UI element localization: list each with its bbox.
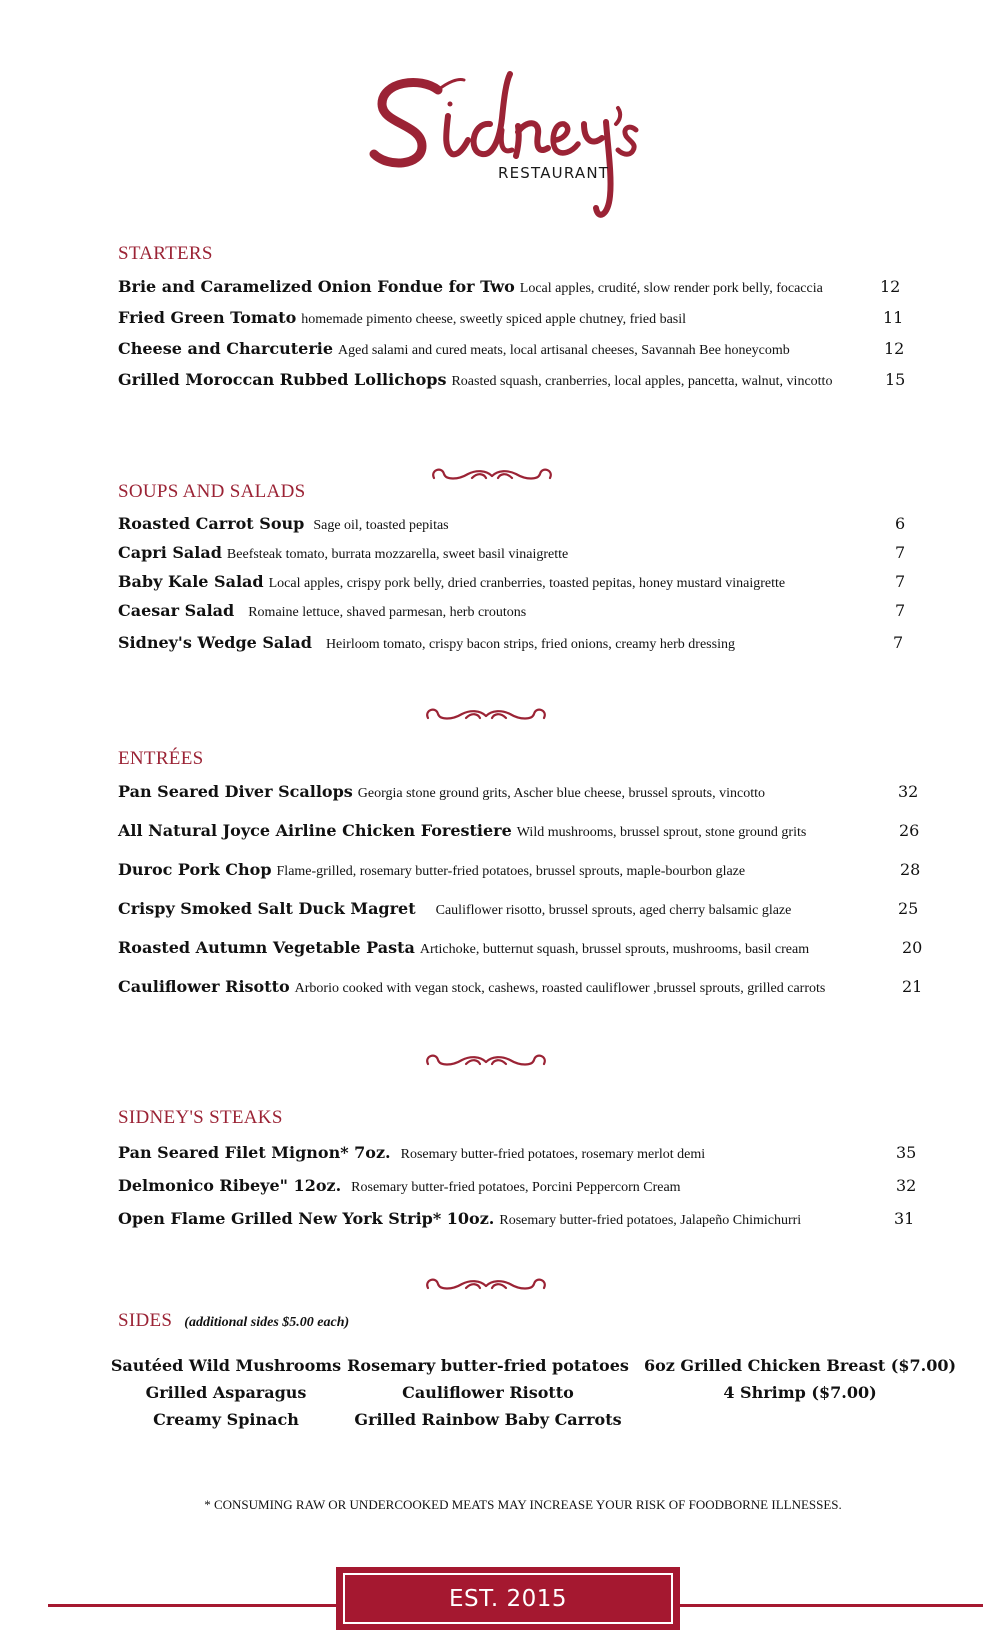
side-item: Rosemary butter-fried potatoes xyxy=(347,1356,629,1375)
menu-item xyxy=(118,307,686,331)
item-price: 28 xyxy=(900,860,921,879)
raw-meat-disclaimer: * CONSUMING RAW OR UNDERCOOKED MEATS MAY INCREASE YOUR RISK OF FOODBORNE ILLNESSES. xyxy=(204,1497,842,1512)
sides-title: SIDES xyxy=(118,1310,173,1331)
item-name: Fried Green Tomato xyxy=(118,308,297,327)
item-price: 15 xyxy=(885,370,906,389)
section-title-steaks: SIDNEY'S STEAKS xyxy=(118,1107,283,1128)
item-description: Wild mushrooms, brussel sprout, stone ground grits xyxy=(516,825,807,840)
menu-item xyxy=(118,859,745,883)
ornament-divider xyxy=(428,460,556,488)
sides-column-1 xyxy=(110,1352,342,1433)
item-name: All Natural Joyce Airline Chicken Forestiere xyxy=(118,821,512,840)
item-description: Roasted squash, cranberries, local apples, pancetta, walnut, vincotto xyxy=(451,374,833,389)
item-name: Crispy Smoked Salt Duck Magret xyxy=(118,899,416,918)
item-name: Cheese and Charcuterie xyxy=(118,339,334,358)
item-price: 26 xyxy=(899,821,920,840)
item-price: 32 xyxy=(898,782,919,801)
footer-rule-left xyxy=(48,1604,338,1607)
item-description: Beefsteak tomato, burrata mozzarella, sweet basil vinaigrette xyxy=(226,547,569,562)
item-description: Rosemary butter-fried potatoes, Porcini Peppercorn Cream xyxy=(351,1180,681,1195)
item-description: homemade pimento cheese, sweetly spiced apple chutney, fried basil xyxy=(301,312,687,327)
sidneys-logo xyxy=(360,68,660,238)
item-description: Heirloom tomato, crispy bacon strips, fried onions, creamy herb dressing xyxy=(325,637,735,652)
side-item: 6oz Grilled Chicken Breast ($7.00) xyxy=(643,1356,957,1375)
item-description: Sage oil, toasted pepitas xyxy=(313,518,449,533)
menu-item xyxy=(118,937,809,961)
menu-item xyxy=(118,1175,681,1199)
ornament-divider xyxy=(422,700,550,728)
side-item: Cauliflower Risotto xyxy=(402,1383,574,1402)
item-name: Capri Salad xyxy=(118,543,222,562)
item-price: 12 xyxy=(884,339,905,358)
item-price: 7 xyxy=(895,543,906,562)
item-name: Grilled Moroccan Rubbed Lollichops xyxy=(118,370,447,389)
item-description: Local apples, crispy pork belly, dried cranberries, toasted pepitas, honey mustard vinaigrette xyxy=(268,576,786,591)
menu-item xyxy=(118,600,526,624)
section-title-soups-salads: SOUPS AND SALADS xyxy=(118,481,306,502)
item-description: Georgia stone ground grits, Ascher blue cheese, brussel sprouts, vincotto xyxy=(357,786,765,801)
item-name: Roasted Autumn Vegetable Pasta xyxy=(118,938,415,957)
side-item: Grilled Rainbow Baby Carrots xyxy=(354,1410,622,1429)
item-name: Roasted Carrot Soup xyxy=(118,514,305,533)
item-price: 7 xyxy=(895,572,906,591)
item-description: Arborio cooked with vegan stock, cashews, roasted cauliflower ,brussel sprouts, grilled carrots xyxy=(294,981,826,996)
side-item: Creamy Spinach xyxy=(153,1410,299,1429)
section-title-starters: STARTERS xyxy=(118,243,213,264)
item-description: Rosemary butter-fried potatoes, rosemary merlot demi xyxy=(400,1147,706,1162)
item-description: Aged salami and cured meats, local artisanal cheeses, Savannah Bee honeycomb xyxy=(338,343,790,358)
menu-item xyxy=(118,542,568,566)
logo-subtitle: RESTAURANT xyxy=(498,164,610,182)
item-price: 7 xyxy=(895,601,906,620)
item-price: 20 xyxy=(902,938,923,957)
item-price: 31 xyxy=(894,1209,915,1228)
item-price: 12 xyxy=(880,277,901,296)
item-price: 35 xyxy=(896,1143,917,1162)
menu-item xyxy=(118,820,806,844)
menu-item xyxy=(118,632,735,656)
item-price: 11 xyxy=(883,308,904,327)
menu-item xyxy=(118,898,791,922)
item-name: Caesar Salad xyxy=(118,601,235,620)
footer-rule-right xyxy=(678,1604,983,1607)
item-name: Baby Kale Salad xyxy=(118,572,264,591)
item-description: Local apples, crudité, slow render pork belly, focaccia xyxy=(519,281,823,296)
menu-item xyxy=(118,976,825,1000)
established-text: EST. 2015 xyxy=(343,1573,673,1624)
item-description: Rosemary butter-fried potatoes, Jalapeño Chimichurri xyxy=(499,1213,802,1228)
item-name: Open Flame Grilled New York Strip* 10oz. xyxy=(118,1209,495,1228)
menu-item xyxy=(118,781,765,805)
item-description: Flame-grilled, rosemary butter-fried potatoes, brussel sprouts, maple-bourbon glaze xyxy=(276,864,746,879)
item-description: Cauliflower risotto, brussel sprouts, aged cherry balsamic glaze xyxy=(435,903,792,918)
item-name: Cauliflower Risotto xyxy=(118,977,290,996)
side-item: Sautéed Wild Mushrooms xyxy=(110,1356,342,1375)
menu-item xyxy=(118,513,449,537)
item-description: Artichoke, butternut squash, brussel sprouts, mushrooms, basil cream xyxy=(419,942,810,957)
item-price: 21 xyxy=(902,977,923,996)
menu-item xyxy=(118,571,785,595)
sides-column-3 xyxy=(640,1352,960,1406)
item-description: Romaine lettuce, shaved parmesan, herb croutons xyxy=(248,605,527,620)
ornament-divider xyxy=(422,1270,550,1298)
item-name: Brie and Caramelized Onion Fondue for Two xyxy=(118,277,515,296)
item-name: Pan Seared Filet Mignon* 7oz. xyxy=(118,1143,391,1162)
item-price: 7 xyxy=(893,633,904,652)
item-name: Sidney's Wedge Salad xyxy=(118,633,312,652)
item-name: Pan Seared Diver Scallops xyxy=(118,782,353,801)
menu-item xyxy=(118,1208,801,1232)
ornament-divider xyxy=(422,1046,550,1074)
section-title-sides xyxy=(118,1310,349,1332)
item-name: Duroc Pork Chop xyxy=(118,860,272,879)
established-badge xyxy=(336,1567,680,1630)
menu-item xyxy=(118,369,832,393)
sides-note: (additional sides $5.00 each) xyxy=(184,1315,350,1330)
side-item: 4 Shrimp ($7.00) xyxy=(723,1383,877,1402)
section-title-entrees: ENTRÉES xyxy=(118,748,204,769)
menu-item xyxy=(118,1142,705,1166)
item-price: 6 xyxy=(895,514,906,533)
menu-item xyxy=(118,338,790,362)
item-price: 25 xyxy=(898,899,919,918)
item-name: Delmonico Ribeye" 12oz. xyxy=(118,1176,342,1195)
item-price: 32 xyxy=(896,1176,917,1195)
menu-item xyxy=(118,276,823,300)
sides-column-2 xyxy=(346,1352,630,1433)
side-item: Grilled Asparagus xyxy=(145,1383,307,1402)
